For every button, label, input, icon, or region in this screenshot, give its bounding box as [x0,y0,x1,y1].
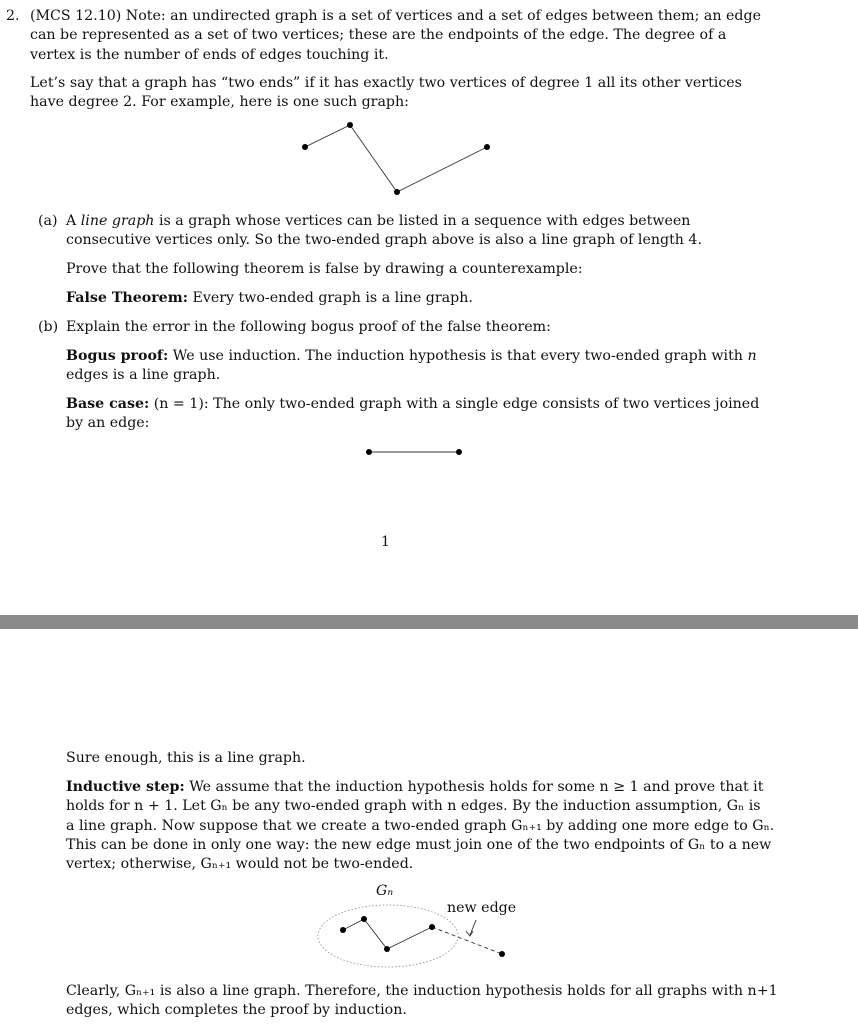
part-b-label: (b) [38,319,59,335]
vertex [340,927,346,933]
sure-enough: Sure enough, this is a line graph. [66,750,306,766]
line-graph-term: line graph [80,213,155,229]
page-number: 1 [381,534,390,550]
gn-ellipse [318,905,458,967]
new-edge-label: new edge [447,900,517,916]
vertex [429,924,435,930]
vertex [366,449,372,455]
page-2 [0,629,858,1024]
two-ends-definition: Let’s say that a graph has “two ends” if it has exactly two vertices of degree 1 all its other vertices have degree 2. For example, here is one such graph: [30,75,742,111]
base-case: Base case: (n = 1): The only two-ended graph with a single edge consists of two vertices joined by an edge: [66,396,760,432]
clearly-line-1: Clearly, Gₙ₊₁ is also a line graph. Therefore, the induction hypothesis holds for all graphs with n+1 [66,983,778,999]
problem-intro: (MCS 12.10) Note: an undirected graph is a set of vertices and a set of edges between them; an edge can be represented as a set of two vertices; these are the endpoints of the edge. The degree of a vertex is the number of ends of edges touching it. [30,8,761,63]
part-a-text: A line graph is a graph whose vertices can be listed in a sequence with edges between consecutive vertices only. So the two-ended graph above is also a line graph of length 4. [66,213,702,249]
bogus-proof: Bogus proof: We use induction. The induction hypothesis is that every two-ended graph with n edges is a line graph. [66,348,757,384]
new-edge [432,927,502,954]
vertex [384,946,390,952]
inductive-line-2: holds for n + 1. Let Gₙ be any two-ended graph with n edges. By the induction assumption, Gₙ is [66,798,761,814]
gn-label: Gₙ [376,883,394,899]
vertex [456,449,462,455]
part-b-text: Explain the error in the following bogus proof of the false theorem: [66,319,551,335]
part-a-prove: Prove that the following theorem is false by drawing a counterexample: [66,261,583,277]
inductive-line-1: Inductive step: We assume that the induction hypothesis holds for some n ≥ 1 and prove that it [66,779,764,795]
new-edge-arrow [470,920,476,935]
inductive-line-5: vertex; otherwise, Gₙ₊₁ would not be two-ended. [66,856,414,872]
inductive-line-4: This can be done in only one way: the new edge must join one of the two endpoints of Gₙ to a new [66,837,772,853]
part-a-label: (a) [38,213,58,229]
inductive-line-3: a line graph. Now suppose that we create a two-ended graph Gₙ₊₁ by adding one more edge to Gₙ. [66,818,775,834]
page-separator [0,615,858,629]
clearly-line-2: edges, which completes the proof by induction. [66,1002,407,1018]
inductive-step-diagram [0,629,858,1024]
false-theorem: False Theorem: Every two-ended graph is a line graph. [66,290,473,306]
vertex [361,916,367,922]
vertex [499,951,505,957]
problem-number: 2. [6,8,20,24]
